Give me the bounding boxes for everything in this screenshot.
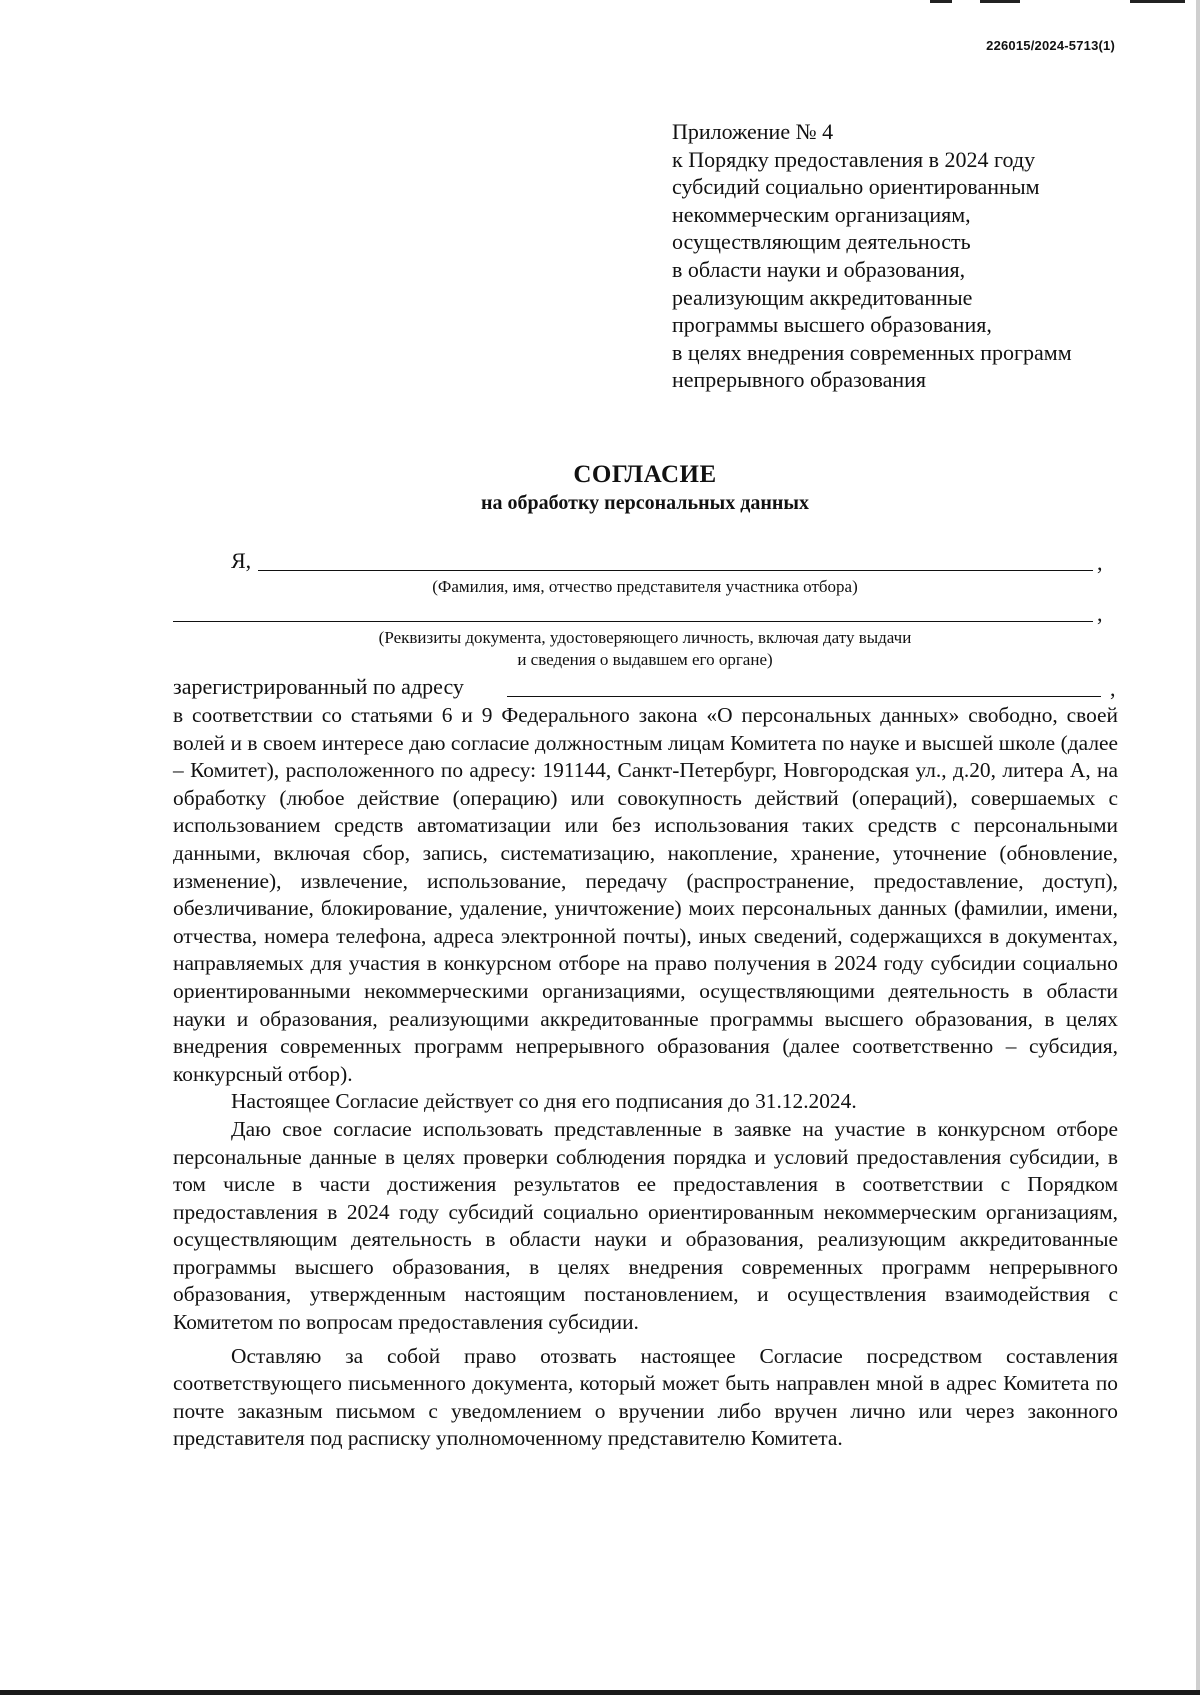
annex-header xyxy=(672,118,1112,394)
scan-edge-bottom xyxy=(0,1690,1200,1695)
address-blank xyxy=(507,696,1101,697)
consent-paragraph: в соответствии со статьями 6 и 9 Федерального закона «О персональных данных» свободно, своей волей и в своем интересе даю согласие должностным лицам Комитета по науке и высшей школе (далее – Комитет), расположенного по адресу: 191144, Санкт-Петербург, Новгородская ул., д.20, литера А, на обработку (любое действие (операцию) или совокупность действий (операций), совершаемых с использованием средств автоматизации или без использования таких средств с персональными данными, включая сбор, запись, систематизацию, накопление, хранение, уточнение (обновление, изменение), извлечение, использование, передачу (распространение, предоставление, доступ), обезличивание, блокирование, удаление, уничтожение) моих персональных данных (фамилии, имени, отчества, номера телефона, адреса электронной почты), иных сведений, содержащихся в документах, направляемых для участия в конкурсном отборе на право получения в 2024 году субсидии социально ориентированными некоммерческими организациями, осуществляющими деятельность в области науки и образования, реализующими аккредитованные программы высшего образования, в целях внедрения современных программ непрерывного образования (далее соответственно – субсидия, конкурсный отбор). xyxy=(173,703,1118,1086)
annex-line: Приложение № 4 xyxy=(672,119,834,144)
scan-edge-right xyxy=(1196,0,1200,1695)
annex-line: к Порядку предоставления в 2024 году xyxy=(672,146,1036,172)
identity-document-note-line2: и сведения о выдавшем его органе) xyxy=(517,650,773,669)
annex-line: осуществляющим деятельность xyxy=(672,229,971,255)
consent-paragraph: Настоящее Согласие действует со дня его подписания до 31.12.2024. xyxy=(231,1089,857,1114)
annex-line: в области науки и образования, xyxy=(672,256,966,282)
identity-document-note-line1: (Реквизиты документа, удостоверяющего личность, включая дату выдачи xyxy=(378,628,912,647)
comma: , xyxy=(1097,550,1103,575)
title-main: СОГЛАСИЕ xyxy=(573,461,717,488)
annex-line: субсидий социально ориентированным xyxy=(672,174,1040,200)
document-title xyxy=(420,460,870,516)
identity-document-blank xyxy=(173,621,1093,622)
address-label: зарегистрированный по адресу xyxy=(173,674,464,699)
annex-line: некоммерческим организациям, xyxy=(672,201,971,227)
comma: , xyxy=(1097,601,1103,626)
annex-line: в целях внедрения современных программ xyxy=(672,339,1072,365)
comma: , xyxy=(1110,676,1116,701)
annex-line: программы высшего образования, xyxy=(672,312,992,338)
scan-artifact-top xyxy=(920,0,1190,3)
consent-paragraph: Даю свое согласие использовать представленные в заявке на участие в конкурсном отборе персональные данные в целях проверки соблюдения порядка и условий предоставления субсидии, в том числе в части достижения результатов ее предоставления в соответствии с Порядком предоставления в 2024 году субсидий социально ориентированным некоммерческим организациям, осуществляющим деятельность в области науки и образования, реализующим аккредитованные программы высшего образования, в целях внедрения современных программ непрерывного образования, утвержденным настоящим постановлением, и осуществления взаимодействия с Комитетом по вопросам предоставления субсидии. xyxy=(173,1116,1118,1335)
document-registration-number: 226015/2024-5713(1) xyxy=(986,38,1115,53)
annex-line: непрерывного образования xyxy=(672,367,927,393)
full-name-blank xyxy=(258,570,1093,571)
annex-line: реализующим аккредитованные xyxy=(672,284,973,310)
ya-label: Я, xyxy=(231,548,252,573)
title-subtitle: на обработку персональных данных xyxy=(481,492,809,514)
consent-paragraph: Оставляю за собой право отозвать настоящее Согласие посредством составления соответствующего письменного документа, который может быть направлен мной в адрес Комитета по почте заказным письмом с уведомлением о вручении либо вручен лично или через законного представителя под расписку уполномоченному представителю Комитета. xyxy=(173,1343,1118,1451)
full-name-note: (Фамилия, имя, отчество представителя участника отбора) xyxy=(432,577,858,596)
consent-body xyxy=(173,702,1118,1453)
